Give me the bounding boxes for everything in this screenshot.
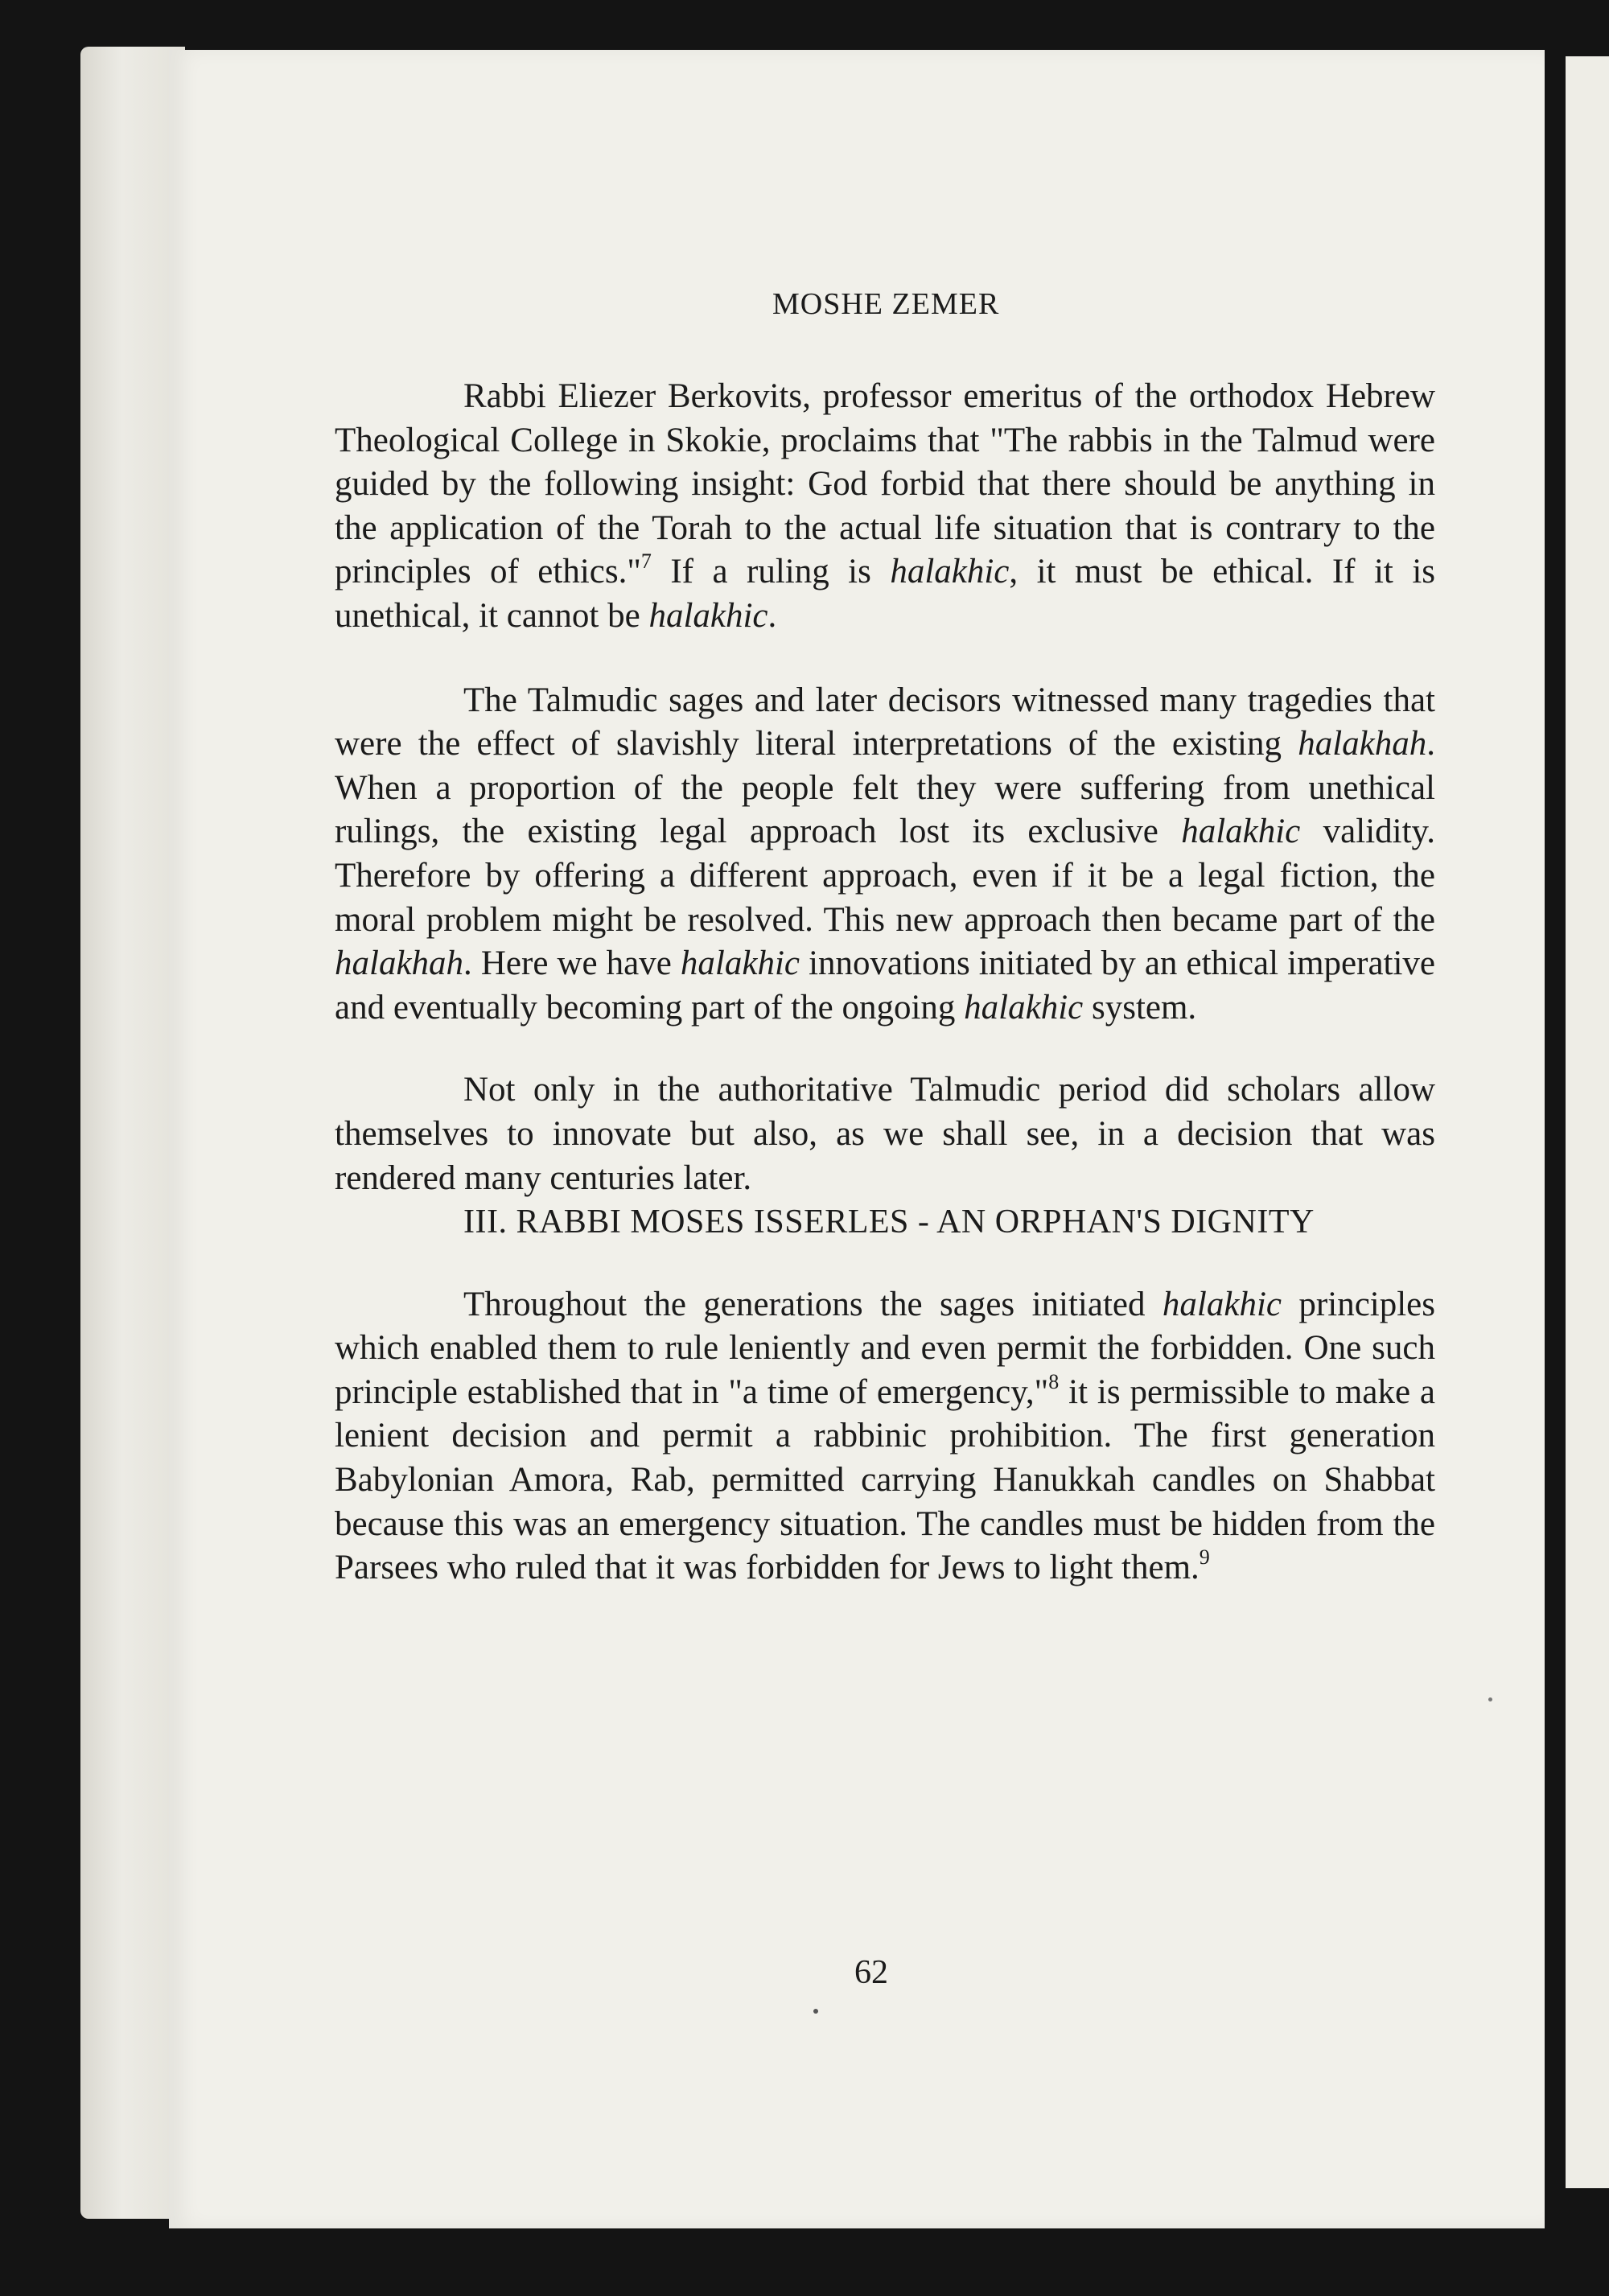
- paragraph-4: Throughout the generations the sages initiated halakhic principles which enabled them to rule leniently and even permit the forbidden. One such principle established that in "a time of emergency,"$^8$ it is permissible to make a lenient decision and permit a rabbinic prohibition. The first generation Babylonian Amora, Rab, permitted carrying Hanukkah candles on Shabbat because this was an emergency situation. The candles must be hidden from the Parsees who ruled that it was forbidden for Jews to light them.$^9$: [335, 1285, 1435, 1587]
- ink-speck: [1488, 1697, 1492, 1701]
- paragraph-3: Not only in the authoritative Talmudic period did scholars allow themselves to innovate but also, as we shall see, in a decision that was rendered many centuries later.: [335, 1071, 1435, 1197]
- footnote-ref-7: 7: [640, 549, 652, 574]
- facing-page-edge: [1566, 56, 1609, 2188]
- footnote-ref-9: 9: [1199, 1545, 1210, 1570]
- running-head: MOSHE ZEMER: [772, 287, 1000, 321]
- paragraph-1: Rabbi Eliezer Berkovits, professor emeritus of the orthodox Hebrew Theological College in Skokie, proclaims that "The rabbis in the Talmud were guided by the following insight: God forbid that there should be anything in the application of the Torah to the actual life situation that is contrary to the principles of ethics."$^7$ If a ruling is halakhic, it must be ethical. If it is unethical, it cannot be halakhic.: [335, 377, 1435, 635]
- footnote-ref-8: 8: [1048, 1369, 1060, 1393]
- page-body: [335, 375, 1435, 1590]
- ink-speck: [813, 2009, 818, 2014]
- page-number: 62: [854, 1954, 888, 1991]
- section-heading: III. RABBI MOSES ISSERLES - AN ORPHAN'S DIGNITY: [463, 1204, 1315, 1241]
- paragraph-2: The Talmudic sages and later decisors witnessed many tragedies that were the effect of slavishly literal interpretations of the existing halakhah. When a proportion of the people felt they were suffering from unethical rulings, the existing legal approach lost its exclusive halakhic validity. Therefore by offering a different approach, even if it be a legal fiction, the moral problem might be resolved. This new approach then became part of the halakhah. Here we have halakhic innovations initiated by an ethical imperative and eventually becoming part of the ongoing halakhic system.: [335, 681, 1436, 1027]
